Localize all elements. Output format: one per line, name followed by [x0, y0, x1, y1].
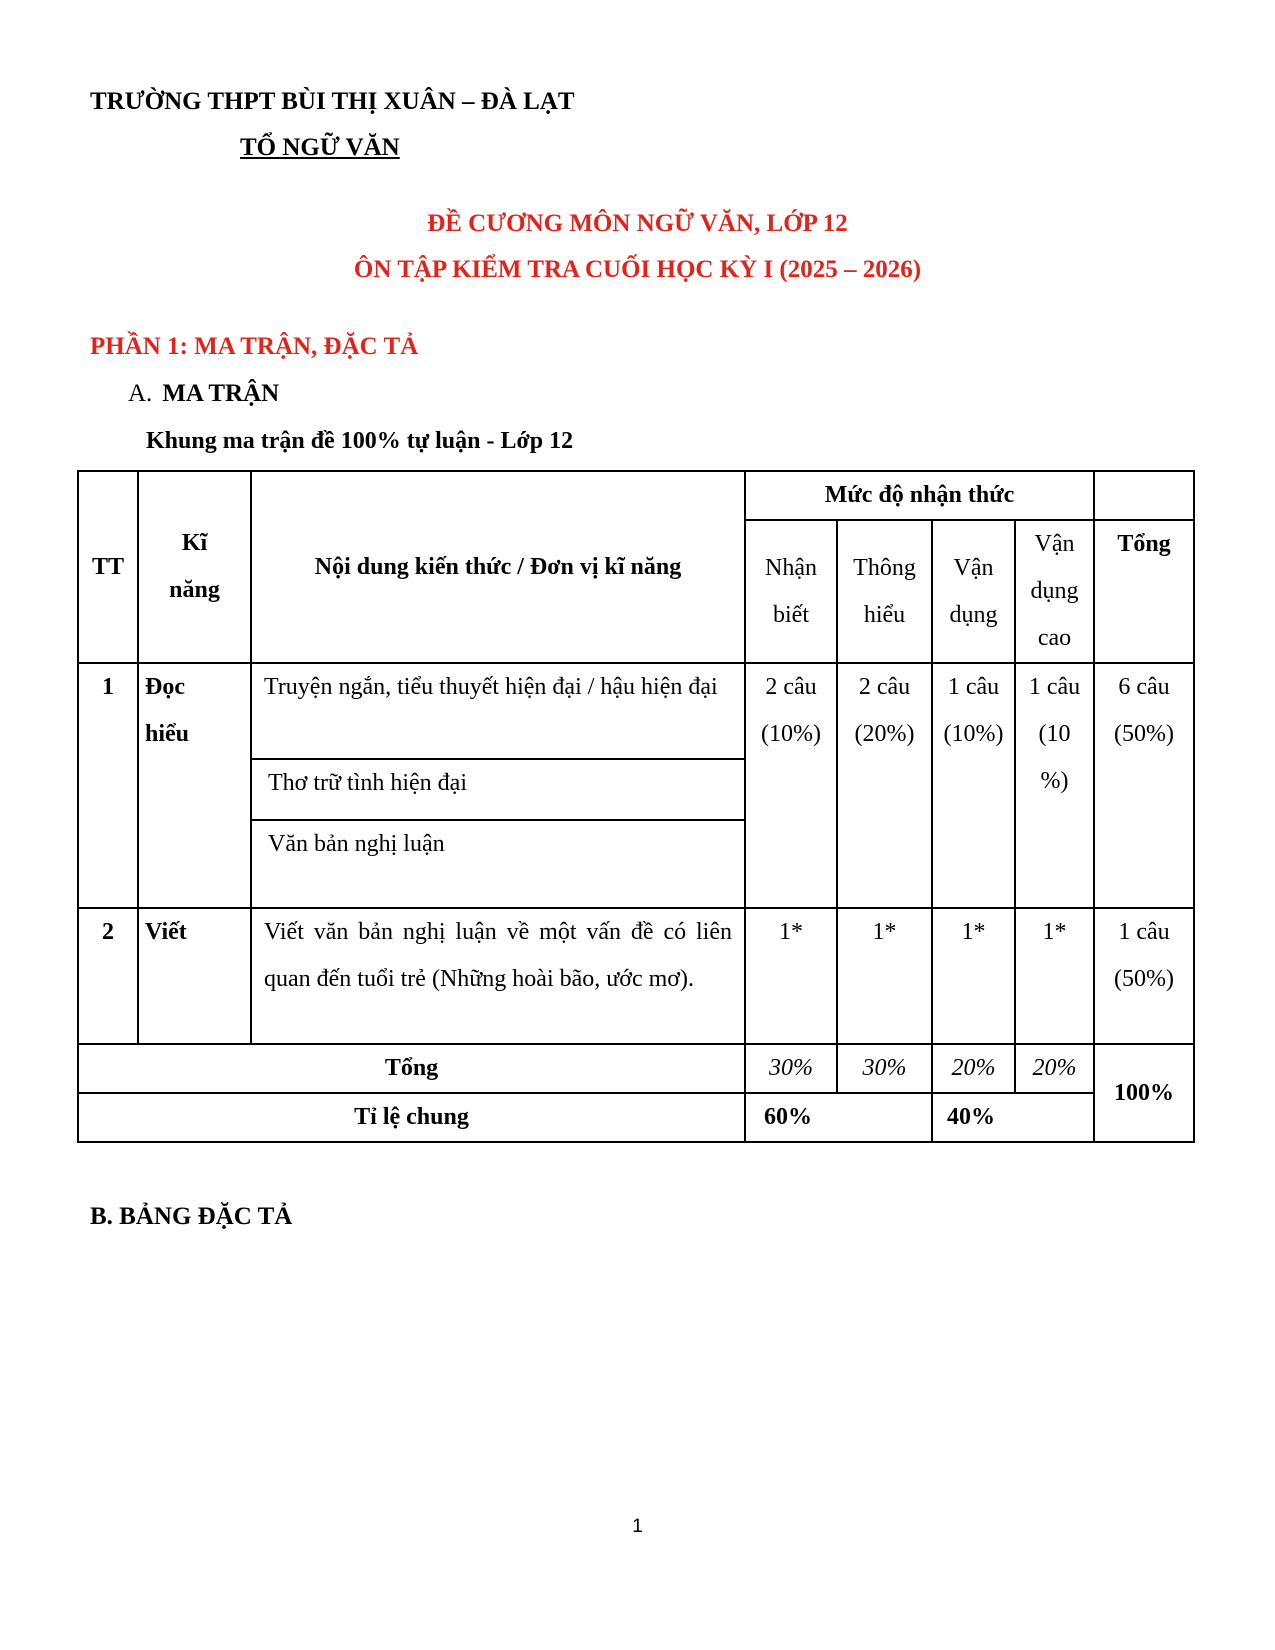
sum-recognize: 30% [745, 1044, 837, 1093]
header-level-understand [837, 520, 932, 663]
sum-understand: 30% [837, 1044, 932, 1093]
header-tt: TT [78, 471, 138, 663]
header-level-apply-high-line3: cao [1037, 625, 1072, 651]
row1-level-understand-count: 2 câu [858, 674, 911, 700]
header-level-recognize [745, 520, 837, 663]
matrix-table [77, 470, 1195, 1143]
row1-skill-line1: Đọc [145, 674, 185, 700]
header-skill [138, 471, 251, 663]
header-level-apply-high [1015, 520, 1094, 663]
section-a-heading [128, 380, 279, 408]
ratio-advanced: 40% [932, 1093, 1094, 1142]
row2-total-count: 1 câu [1118, 919, 1170, 945]
row2-level-recognize: 1* [745, 908, 837, 1044]
header-level-apply-high-line1: Vận [1034, 531, 1075, 557]
sum-row-label: Tổng [78, 1044, 745, 1093]
header-content: Nội dung kiến thức / Đơn vị kĩ năng [251, 471, 745, 663]
row2-total-pct: (50%) [1114, 966, 1174, 992]
row1-skill-line2: hiểu [145, 721, 190, 747]
sum-apply-high: 20% [1015, 1044, 1094, 1093]
row2-skill: Viết [138, 908, 251, 1044]
ratio-basic: 60% [745, 1093, 932, 1142]
school-name: TRƯỜNG THPT BÙI THỊ XUÂN – ĐÀ LẠT [90, 88, 575, 115]
row2-content: Viết văn bản nghị luận về một vấn đề có liên quan đến tuổi trẻ (Những hoài bão, ước mơ). [251, 908, 745, 1044]
row1-level-understand-pct: (20%) [854, 721, 915, 747]
part1-heading: PHẦN 1: MA TRẬN, ĐẶC TẢ [90, 333, 419, 360]
row1-skill [138, 663, 251, 908]
header-total: Tổng [1094, 520, 1194, 663]
header-skill-line1: Kĩ [181, 530, 208, 556]
header-total-top [1094, 471, 1194, 520]
row1-tt: 1 [78, 663, 138, 908]
row2-tt: 2 [78, 908, 138, 1044]
header-level-group: Mức độ nhận thức [745, 471, 1094, 520]
row1-content-story: Truyện ngắn, tiểu thuyết hiện đại / hậu hiện đại [251, 663, 745, 759]
row1-level-apply-count: 1 câu [947, 674, 1000, 700]
document-subtitle: ÔN TẬP KIỂM TRA CUỐI HỌC KỲ I (2025 – 2026) [353, 256, 922, 283]
row1-total-count: 6 câu [1118, 674, 1170, 700]
row1-total-pct: (50%) [1114, 721, 1174, 747]
row1-total [1094, 663, 1194, 908]
row1-level-apply-high-pct-b: %) [1040, 768, 1069, 794]
header-level-understand-line2: hiểu [863, 601, 906, 628]
ratio-row-label: Tỉ lệ chung [78, 1093, 745, 1142]
section-a-marker: A. [128, 380, 153, 407]
header-level-apply [932, 520, 1015, 663]
page-number: 1 [632, 1516, 643, 1537]
table-caption: Khung ma trận đề 100% tự luận - Lớp 12 [146, 428, 574, 454]
header-level-apply-line2: dụng [949, 601, 998, 628]
row1-level-apply-high-pct-a: (10 [1038, 721, 1071, 747]
row1-content-argument: Văn bản nghị luận [251, 820, 745, 908]
row1-level-apply-high [1015, 663, 1094, 908]
document-title: ĐỀ CƯƠNG MÔN NGỮ VĂN, LỚP 12 [427, 210, 848, 237]
row1-level-apply-pct: (10%) [943, 721, 1004, 747]
header-level-apply-high-line2: dụng [1030, 578, 1079, 604]
header-level-recognize-line2: biết [773, 601, 809, 628]
row1-level-recognize [745, 663, 837, 908]
row1-content-poetry: Thơ trữ tình hiện đại [251, 759, 745, 820]
row2-total [1094, 908, 1194, 1044]
row1-level-apply-high-count: 1 câu [1028, 674, 1081, 700]
row1-level-recognize-pct: (10%) [761, 721, 821, 747]
row1-level-apply [932, 663, 1015, 908]
section-b-heading: B. BẢNG ĐẶC TẢ [90, 1203, 293, 1230]
row2-level-understand: 1* [837, 908, 932, 1044]
header-level-recognize-line1: Nhận [765, 554, 817, 581]
row2-level-apply-high: 1* [1015, 908, 1094, 1044]
row1-level-understand [837, 663, 932, 908]
header-level-understand-line1: Thông [853, 554, 916, 581]
header-level-apply-line1: Vận [953, 554, 994, 581]
header-skill-line2: năng [169, 577, 220, 603]
section-a-label: MA TRẬN [162, 380, 280, 407]
department-name: TỔ NGỮ VĂN [240, 134, 400, 161]
row2-level-apply: 1* [932, 908, 1015, 1044]
grand-total: 100% [1094, 1044, 1194, 1142]
row1-level-recognize-count: 2 câu [765, 674, 817, 700]
sum-apply: 20% [932, 1044, 1015, 1093]
